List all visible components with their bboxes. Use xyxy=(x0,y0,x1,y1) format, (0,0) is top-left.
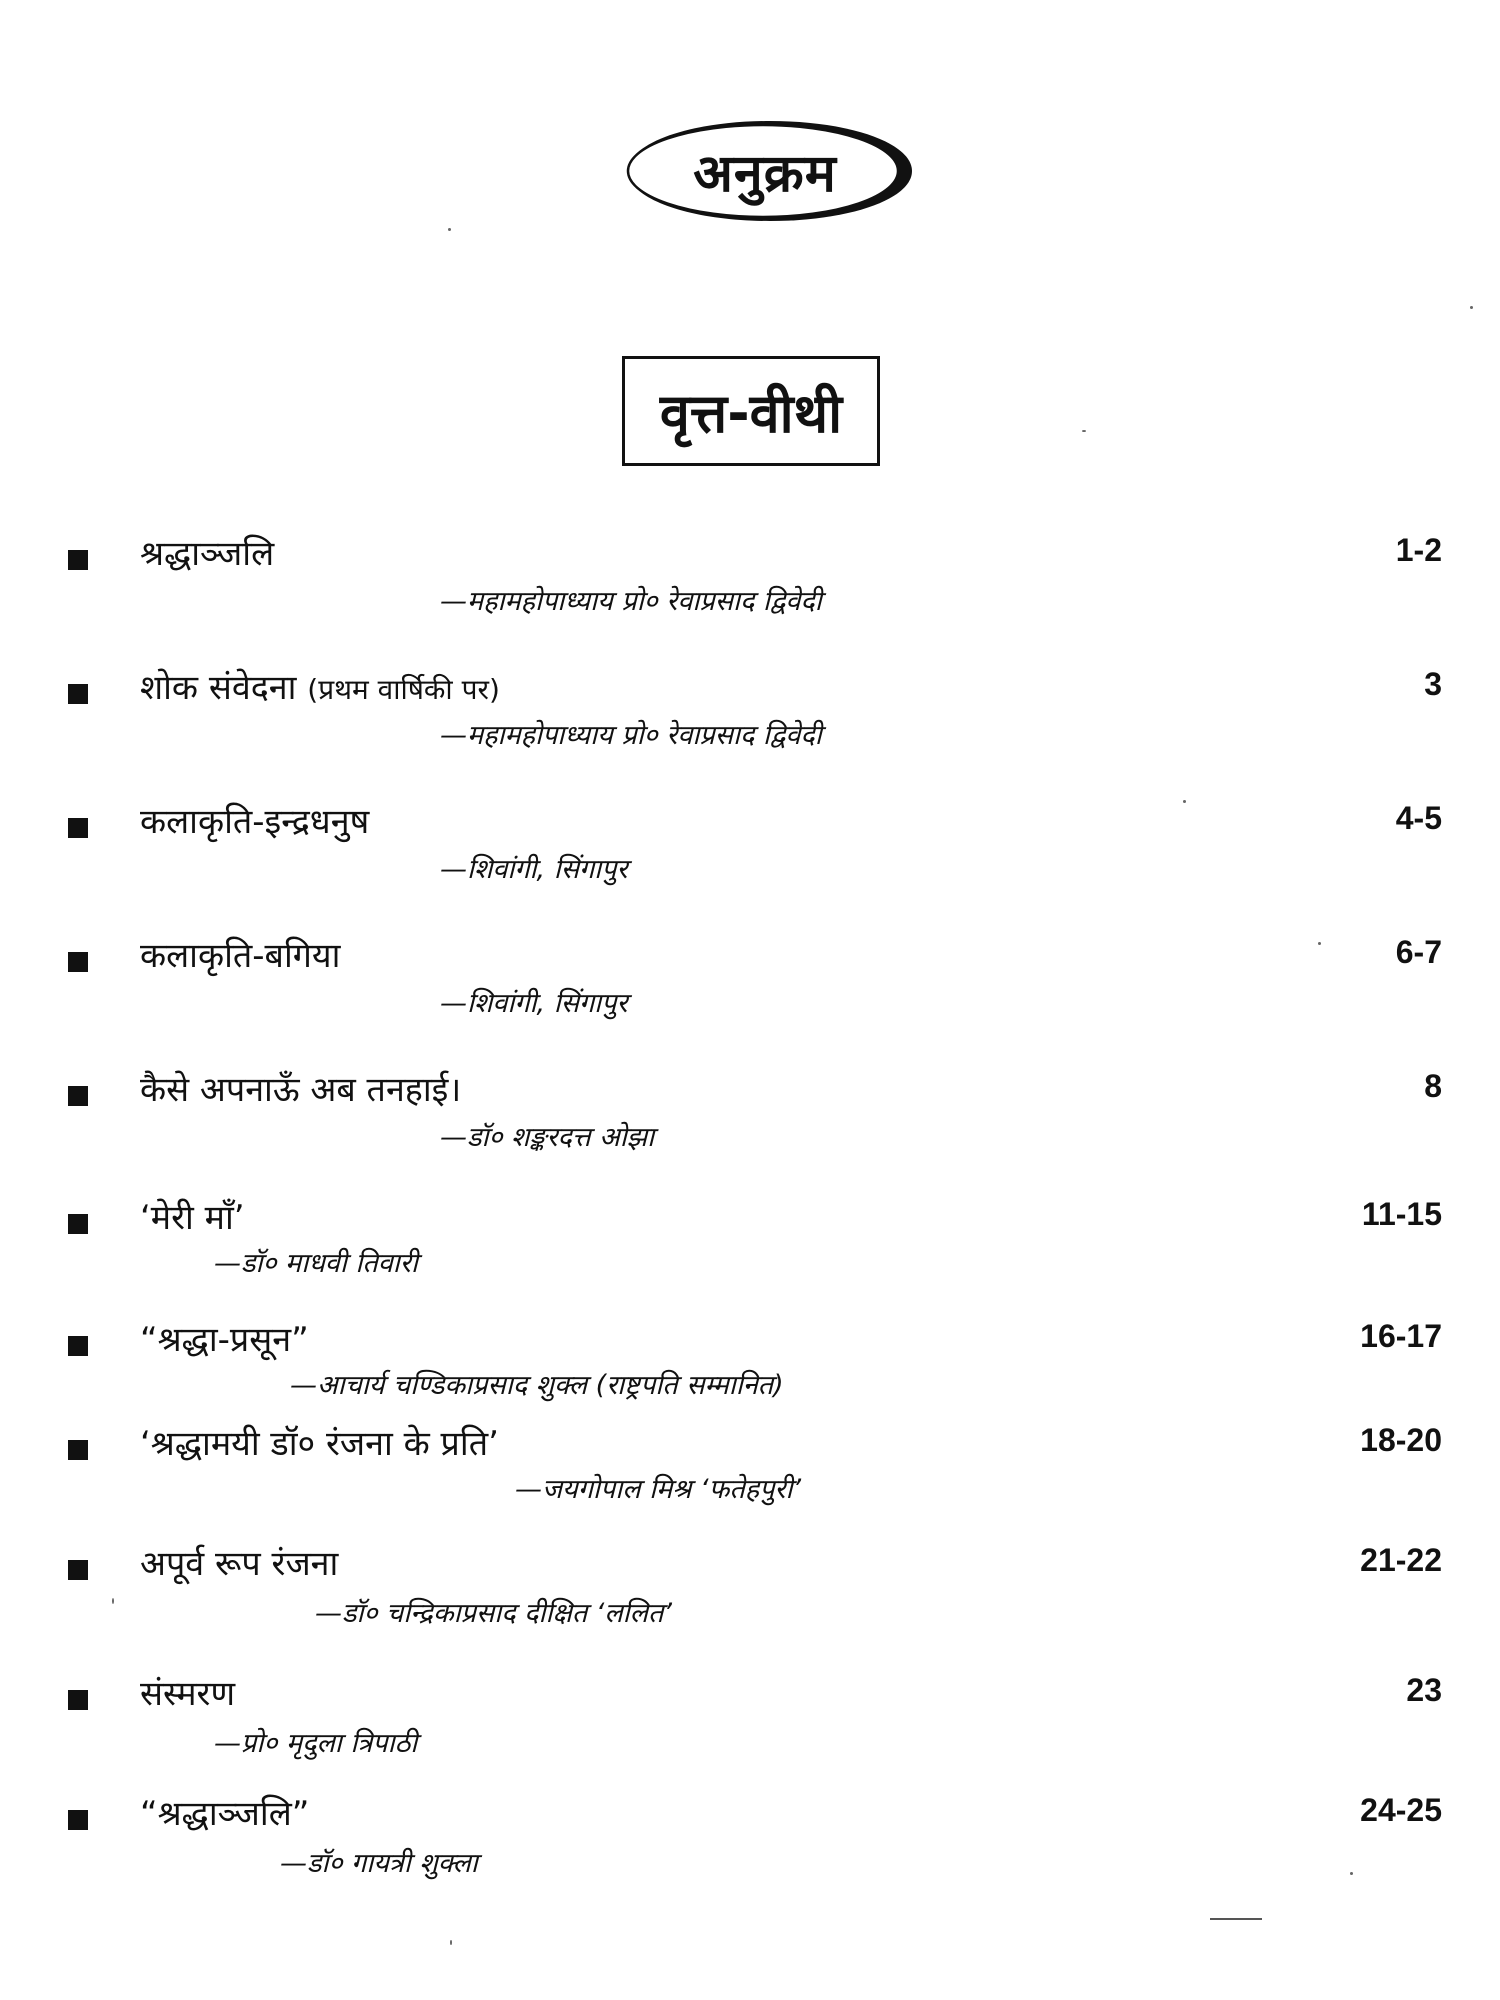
entry-title: संस्मरण xyxy=(140,1674,236,1714)
entry-title: कैसे अपनाऊँ अब तनहाई। xyxy=(140,1070,462,1110)
entry-title: ‘श्रद्धामयी डॉ० रंजना के प्रति’ xyxy=(140,1424,499,1464)
bullet-icon xyxy=(68,818,88,838)
entry-page-number: 8 xyxy=(1424,1068,1442,1104)
entry-author: —महामहोपाध्याय प्रो० रेवाप्रसाद द्विवेदी xyxy=(440,720,822,751)
bullet-icon xyxy=(68,1214,88,1234)
entry-title: ‘मेरी माँ’ xyxy=(140,1198,245,1238)
entry-page-number: 23 xyxy=(1406,1672,1442,1708)
entry-author: —जयगोपाल मिश्र ‘फतेहपुरी’ xyxy=(515,1474,802,1505)
scan-mark-line xyxy=(1210,1918,1262,1920)
entry-title: “श्रद्धाञ्जलि” xyxy=(140,1794,310,1834)
entry-author: —डॉ० गायत्री शुक्ला xyxy=(280,1848,478,1879)
entry-page-number: 11-15 xyxy=(1361,1196,1442,1232)
scan-speck xyxy=(1350,1872,1353,1875)
bullet-icon xyxy=(68,952,88,972)
entry-title: कलाकृति-बगिया xyxy=(140,936,341,976)
page-title: अनुक्रम xyxy=(693,143,837,204)
entry-title: “श्रद्धा-प्रसून” xyxy=(140,1320,309,1360)
scan-speck xyxy=(448,228,451,231)
entry-title xyxy=(140,666,500,712)
scan-speck xyxy=(112,1598,114,1604)
entry-author: —शिवांगी, सिंगापुर xyxy=(440,988,628,1019)
entry-author: —शिवांगी, सिंगापुर xyxy=(440,854,628,885)
entry-author: —आचार्य चण्डिकाप्रसाद शुक्ल (राष्ट्रपति सम्मानित) xyxy=(290,1370,784,1401)
bullet-icon xyxy=(68,1086,88,1106)
bullet-icon xyxy=(68,1690,88,1710)
bullet-icon xyxy=(68,550,88,570)
entry-page-number: 16-17 xyxy=(1360,1318,1442,1354)
entry-page-number: 3 xyxy=(1424,666,1442,702)
bullet-icon xyxy=(68,1440,88,1460)
entry-title-note: (प्रथम वार्षिकी पर) xyxy=(307,673,500,706)
entry-author: —डॉ० चन्द्रिकाप्रसाद दीक्षित ‘ललित’ xyxy=(315,1598,672,1629)
section-heading: वृत्त-वीथी xyxy=(622,356,880,466)
scan-speck xyxy=(450,1940,452,1945)
entry-page-number: 1-2 xyxy=(1395,532,1442,568)
entry-page-number: 24-25 xyxy=(1360,1792,1442,1828)
scan-speck xyxy=(1318,942,1321,945)
entry-title: श्रद्धाञ्जलि xyxy=(140,534,275,574)
bullet-icon xyxy=(68,684,88,704)
entry-page-number: 4-5 xyxy=(1395,800,1442,836)
entry-author: —प्रो० मृदुला त्रिपाठी xyxy=(214,1728,418,1759)
entry-page-number: 6-7 xyxy=(1395,934,1442,970)
entry-author: —डॉ० माधवी तिवारी xyxy=(214,1248,418,1279)
entry-title-main: शोक संवेदना xyxy=(140,668,297,708)
entry-author: —डॉ० शङ्करदत्त ओझा xyxy=(440,1122,655,1153)
bullet-icon xyxy=(68,1560,88,1580)
entry-author: —महामहोपाध्याय प्रो० रेवाप्रसाद द्विवेदी xyxy=(440,586,822,617)
scan-speck xyxy=(1470,306,1473,309)
scan-speck xyxy=(1183,800,1186,803)
title-oval xyxy=(620,115,920,227)
scan-speck xyxy=(1082,430,1086,432)
entry-title: अपूर्व रूप रंजना xyxy=(140,1544,339,1584)
entry-page-number: 21-22 xyxy=(1360,1542,1442,1578)
bullet-icon xyxy=(68,1810,88,1830)
bullet-icon xyxy=(68,1336,88,1356)
entry-page-number: 18-20 xyxy=(1360,1422,1442,1458)
entry-title: कलाकृति-इन्द्रधनुष xyxy=(140,802,370,842)
